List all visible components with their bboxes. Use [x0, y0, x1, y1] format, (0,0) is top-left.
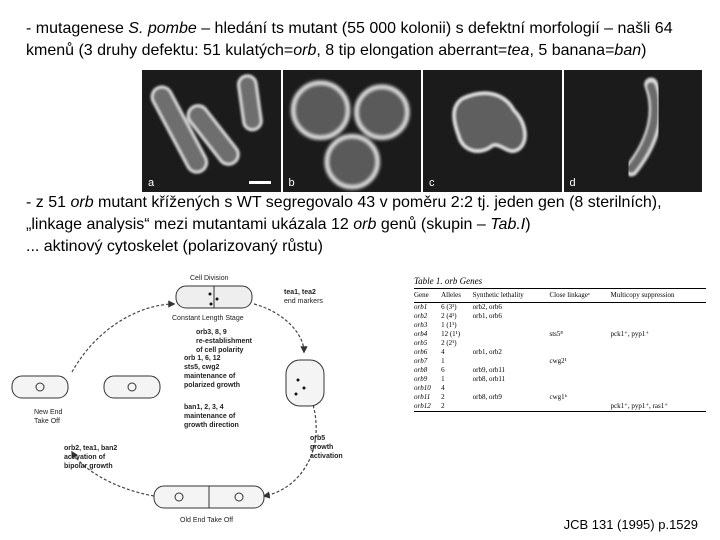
end-markers-label: end markers — [284, 298, 323, 305]
constant-length-label: Constant Length Stage — [172, 315, 244, 322]
cycle-loop — [72, 304, 174, 372]
table-cell — [611, 321, 706, 330]
maintenance-label: growth direction — [184, 422, 239, 429]
orb5-label: orb5 — [310, 435, 326, 442]
gene-name: orb — [293, 42, 317, 59]
citation: JCB 131 (1995) p.1529 — [563, 517, 698, 532]
table-cell: 2 — [441, 402, 473, 412]
gene-name: orb — [353, 216, 377, 233]
column-header: Alleles — [441, 289, 473, 303]
sts5-label: sts5, cwg2 — [184, 364, 220, 371]
reestablish-label: re-establishment — [196, 338, 253, 345]
table-cell — [611, 375, 706, 384]
table-cell — [473, 321, 550, 330]
scale-bar — [249, 181, 271, 184]
intro-paragraph — [26, 18, 698, 62]
reestablish-label: of cell polarity — [196, 347, 244, 354]
cell-division-label: Cell Division — [190, 275, 229, 282]
panel-label: b — [288, 177, 295, 189]
table-cell — [611, 357, 706, 366]
table-cell: orb2, orb6 — [472, 303, 502, 311]
text-segment: – hledání ts mutant (55 000 kolonii) s defektní morfologií – našli 64 kmenů (3 druhy defektu: 51 kulatých= — [26, 20, 673, 59]
table-row — [414, 393, 706, 402]
table-row — [414, 357, 706, 366]
gene-name: ban — [614, 42, 642, 59]
species-name: S. pombe — [128, 20, 197, 37]
gene-name: tea — [507, 42, 530, 59]
activation-label: bipolar growth — [64, 463, 113, 470]
table-cell: orb8 — [414, 366, 428, 374]
panel-label: a — [148, 177, 155, 189]
text-segment: , 8 tip elongation aberrant= — [316, 42, 508, 59]
table-row — [414, 339, 706, 348]
micrograph-c — [423, 70, 562, 192]
table-cell — [473, 357, 550, 366]
table-cell: pck1⁺, pyp1⁺, ras1⁺ — [611, 402, 706, 412]
column-header: Synthetic lethality — [473, 289, 550, 303]
table-cell — [550, 303, 611, 313]
ban-genes-label: ban1, 2, 3, 4 — [184, 404, 224, 411]
table-cell: orb4 — [414, 330, 428, 338]
table-cell — [611, 393, 706, 402]
growth-label: activation — [310, 453, 343, 460]
table-cell — [473, 402, 550, 412]
table-cell — [550, 339, 611, 348]
table-cell — [611, 303, 706, 313]
table-reference: Tab.I — [490, 216, 526, 233]
column-header: Gene — [414, 289, 441, 303]
table-cell: orb1, orb2 — [472, 348, 502, 356]
column-header: Multicopy suppression — [611, 289, 706, 303]
left-cell — [12, 376, 68, 398]
table-cell: 12 (1¹) — [441, 330, 461, 338]
panel-label: d — [569, 177, 576, 189]
table-cell — [550, 384, 611, 393]
table-cell: 2 (2¹) — [441, 339, 457, 347]
table-cell: cwg2¹ — [549, 357, 567, 365]
table-cell — [473, 339, 550, 348]
gene-name: orb — [70, 194, 94, 211]
growth-label: growth — [310, 444, 334, 451]
micrograph-strip — [142, 70, 702, 192]
text-segment: ) — [525, 216, 531, 233]
text-segment: ) — [641, 42, 647, 59]
table-cell: 6 — [441, 366, 445, 374]
table-cell: orb9, orb11 — [472, 366, 506, 374]
orb2-label: orb2, tea1, ban2 — [64, 445, 118, 452]
maintenance-label: maintenance of — [184, 413, 236, 420]
cell-cycle-diagram — [4, 264, 394, 534]
right-cell — [286, 360, 324, 406]
table-row — [414, 366, 706, 375]
table-cell: orb2 — [414, 312, 428, 320]
text-segment: - mutagenese — [26, 20, 129, 37]
text-segment: mutant křížených s WT segregovalo 43 v poměru 2:2 tj. jeden gen (8 sterilních), „linkage analysis“ mezi mutantami ukázala 12 — [26, 194, 662, 233]
table-cell: orb12 — [414, 402, 441, 412]
table-cell: orb7 — [414, 357, 428, 365]
table-cell: orb6 — [414, 348, 428, 356]
text-segment: - z 51 — [26, 194, 71, 211]
table-cell: 4 — [441, 348, 445, 356]
orb-genes-table-block — [414, 276, 706, 466]
text-segment: , 5 banana= — [529, 42, 615, 59]
maintenance-label: maintenance of — [184, 373, 236, 380]
table-cell — [473, 330, 550, 339]
table-cell — [550, 321, 611, 330]
orb1612-label: orb 1, 6, 12 — [184, 355, 221, 362]
table-cell: 4 — [441, 384, 445, 392]
table-cell: orb1 — [414, 303, 428, 311]
column-header: Close linkageᵃ — [550, 289, 611, 303]
table-cell: orb11 — [414, 393, 431, 401]
orb-genes-table — [414, 289, 706, 412]
table-cell: cwg1ᵇ — [549, 393, 567, 401]
table-cell — [473, 384, 550, 393]
micrograph-d — [564, 70, 703, 192]
table-cell: orb9 — [414, 375, 428, 383]
table-cell: 1 (1¹) — [441, 321, 457, 329]
table-row — [414, 375, 706, 384]
table-cell: orb10 — [414, 384, 431, 392]
table-row — [414, 303, 706, 313]
table-cell — [550, 402, 611, 412]
table-cell — [611, 366, 706, 375]
table-cell: orb8, orb9 — [472, 393, 502, 401]
table-cell — [550, 348, 611, 357]
table-cell: pck1⁺, pyp1⁺ — [610, 330, 650, 338]
table-row — [414, 348, 706, 357]
text-segment: ... aktinový cytoskelet (polarizovaný růstu) — [26, 238, 324, 255]
table-row — [414, 321, 706, 330]
table-cell — [611, 339, 706, 348]
table-row — [414, 330, 706, 339]
table-cell — [550, 366, 611, 375]
panel-label: c — [429, 177, 435, 189]
new-end-label: Take Off — [34, 418, 60, 425]
text-segment: genů (skupin – — [376, 216, 491, 233]
table-header-row — [414, 289, 706, 303]
table-cell: 2 — [441, 393, 445, 401]
micrograph-b — [283, 70, 422, 192]
tea-genes-label: tea1, tea2 — [284, 289, 316, 296]
table-cell — [611, 312, 706, 321]
table-title: Table 1. orb Genes — [414, 276, 706, 289]
new-end-label: New End — [34, 409, 63, 416]
table-cell: 6 (3¹) — [441, 303, 457, 311]
table-cell — [550, 375, 611, 384]
table-cell: orb3 — [414, 321, 428, 329]
maintenance-label: polarized growth — [184, 382, 240, 389]
activation-label: activation of — [64, 454, 106, 461]
table-cell — [550, 312, 611, 321]
table-cell: 1 — [441, 357, 445, 365]
old-end-label: Old End Take Off — [180, 517, 234, 524]
table-cell: orb8, orb11 — [472, 375, 506, 383]
table-cell: orb5 — [414, 339, 428, 347]
table-cell: sts5⁸ — [549, 330, 563, 338]
table-cell: orb1, orb6 — [472, 312, 502, 320]
table-row — [414, 384, 706, 393]
table-cell — [611, 348, 706, 357]
table-cell — [611, 384, 706, 393]
cycle-loop — [254, 304, 304, 352]
table-row — [414, 312, 706, 321]
linkage-paragraph — [26, 192, 698, 258]
table-cell: 2 (4¹) — [441, 312, 457, 320]
orb389-label: orb3, 8, 9 — [196, 329, 227, 336]
table-row — [414, 402, 706, 412]
left-cell — [104, 376, 160, 398]
micrograph-a — [142, 70, 281, 192]
table-cell: 1 — [441, 375, 445, 383]
